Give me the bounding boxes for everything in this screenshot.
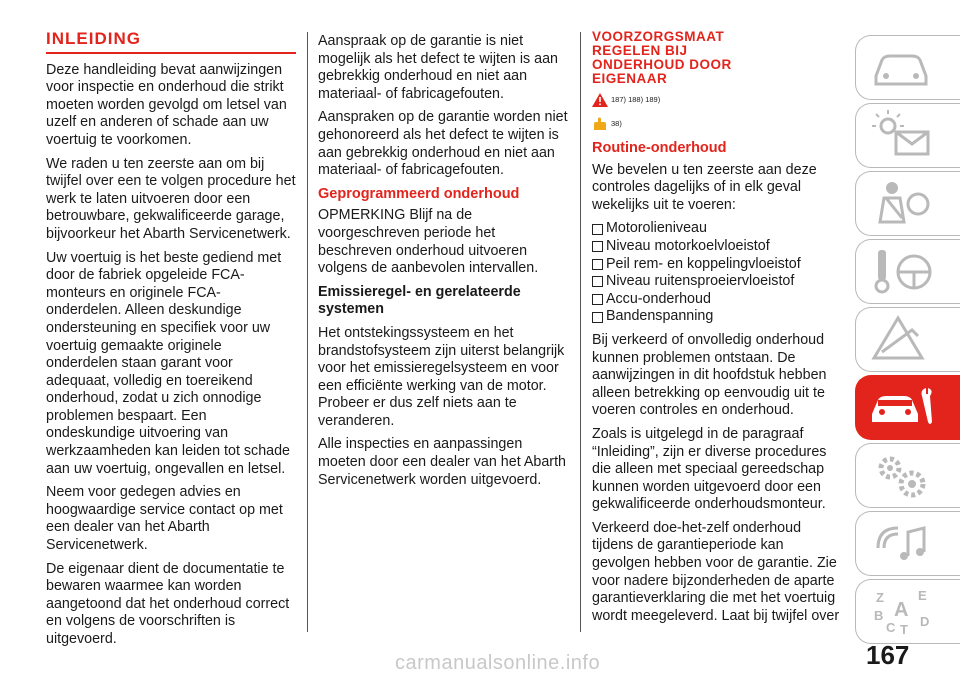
paragraph-note: OPMERKING Blijf na de voorgeschreven periode het beschreven onderhoud uitvoeren volgens de aanbevolen intervallen. <box>318 207 539 277</box>
tab-starting-driving[interactable] <box>855 239 960 304</box>
checkbox-icon <box>592 241 603 252</box>
heading-line: REGELEN BIJ <box>592 43 688 58</box>
checklist-item <box>592 220 844 238</box>
paragraph: Aanspraak op de garantie is niet mogelijk als het defect te wijten is aan gebrekkig onderhoud en niet aan materiaal- of fabricagefouten. <box>318 33 558 102</box>
subheading-scheduled-maintenance: Geprogrammeerd onderhoud <box>318 185 520 202</box>
checklist-item <box>592 238 844 256</box>
paragraph: Neem voor gedegen advies en hoogwaardige service contact op met een dealer van het Abarth Servicenetwerk. <box>46 484 283 554</box>
checkbox-icon <box>592 294 603 305</box>
attention-hand-icon <box>592 117 608 131</box>
section-heading-precautions <box>592 30 844 86</box>
key-steering-wheel-icon <box>868 246 938 296</box>
tab-emergency[interactable] <box>855 307 960 372</box>
paragraph: Zoals is uitgelegd in de paragraaf “Inleiding”, zijn er diverse procedures die alleen met speciaal gereedschap kunnen worden uitgevoerd door een gekwalificeerde onderhoudsmonteur. <box>592 425 827 513</box>
checklist-item-label: Peil rem- en koppelingvloeistof <box>606 255 801 272</box>
emergency-triangle-icon <box>868 314 938 364</box>
tab-safety[interactable] <box>855 171 960 236</box>
index-letter: T <box>900 622 908 636</box>
index-letter: A <box>894 599 909 621</box>
index-letter: C <box>886 620 896 635</box>
tab-maintenance[interactable] <box>855 375 960 440</box>
chapter-tabs <box>855 35 960 647</box>
car-dashboard-icon <box>868 42 938 92</box>
heading-line: EIGENAAR <box>592 71 668 86</box>
subheading-emission-systems: Emissieregel- en gerelateerde systemen <box>318 283 521 318</box>
index-letter: B <box>874 608 884 623</box>
watermark: carmanualsonline.info <box>395 652 601 674</box>
column-warranty <box>318 33 570 495</box>
paragraph: Deze handleiding bevat aanwijzingen voor inspectie en onderhoud die strikt moeten worden gevolgd om letsel van uzelf en anderen of schade aan uw voertuig te voorkomen. <box>46 61 287 148</box>
tab-multimedia[interactable] <box>855 511 960 576</box>
checklist-item-label: Niveau motorkoelvloeistof <box>606 237 770 254</box>
checkbox-icon <box>592 224 603 235</box>
column-divider <box>307 32 308 632</box>
index-letter: E <box>918 588 927 603</box>
warning-references <box>592 92 844 108</box>
technical-data-gears-icon <box>868 450 938 500</box>
paragraph: Het ontstekingssysteem en het brandstofsysteem zijn uiterst belangrijk voor het emissieregelsysteem en voor een efficiënte werking van de motor. Probeer er dus zelf niets aan te veranderen. <box>318 324 565 429</box>
checklist-item <box>592 291 844 309</box>
tab-technical-data[interactable] <box>855 443 960 508</box>
checklist <box>592 220 844 326</box>
heading-line: VOORZORGSMAAT <box>592 29 725 44</box>
warning-lights-icon <box>868 110 938 160</box>
checklist-item-label: Bandenspanning <box>606 308 714 325</box>
checklist-item <box>592 256 844 274</box>
checklist-item-label: Niveau ruitensproeiervloeistof <box>606 273 795 290</box>
paragraph: De eigenaar dient de documentatie te bewaren waarmee kan worden aangetoond dat het onderhoud correct en volgens de voorschriften is uitgevoerd. <box>46 560 290 647</box>
paragraph: We bevelen u ten zeerste aan deze controles dagelijks of in elk geval wekelijks uit te voeren: <box>592 161 817 213</box>
section-heading-inleiding: INLEIDING <box>46 29 141 48</box>
index-letter: Z <box>876 590 884 605</box>
subheading-routine-maintenance: Routine-onderhoud <box>592 140 727 156</box>
paragraph: Bij verkeerd of onvolledig onderhoud kunnen problemen ontstaan. De aanwijzingen in dit hoofdstuk hebben alleen betrekking op eenvoudig uit te voeren controles en onderhoud. <box>592 331 827 419</box>
paragraph: Uw voertuig is het beste gediend met door de fabriek opgeleide FCA-monteurs en originele FCA-onderdelen. Alleen deskundige ondersteuning en specifiek voor uw voertuig gemaakte originele onderdelen staan garant voor adequaat, volledig en toereikend onderhoud, zodat u zich onnodige problemen bespaart. Een ondeskundige uitvoering van werkzaamheden kan leiden tot schade aan uw voertuig, ongevallen en letsel. <box>46 249 290 477</box>
paragraph: Verkeerd doe-het-zelf onderhoud tijdens de garantieperiode kan gevolgen hebben voor de garantie. Zie voor nadere bijzonderheden de aparte garantieverklaring die met het voertuig wordt meegeleverd. Laat bij twijfel over <box>592 519 840 624</box>
alphabetical-index-icon <box>868 586 938 636</box>
warning-triangle-icon <box>592 93 608 107</box>
paragraph: Aanspraken op de garantie worden niet gehonoreerd als het defect te wijten is aan gebrekkig onderhoud en niet aan materiaal- of fabricagefouten. <box>318 109 568 179</box>
column-introduction <box>46 30 296 655</box>
checklist-item <box>592 273 844 291</box>
column-owner-maintenance <box>592 30 844 631</box>
warning-refs-text: 187) 188) 189) <box>611 95 661 105</box>
checkbox-icon <box>592 259 603 270</box>
checklist-item-label: Motorolieniveau <box>606 220 707 237</box>
index-letter: D <box>920 614 930 629</box>
paragraph: Alle inspecties en aanpassingen moeten door een dealer van het Abarth Servicenetwerk worden uitgevoerd. <box>318 436 566 488</box>
checkbox-icon <box>592 276 603 287</box>
seatbelt-airbag-icon <box>868 178 938 228</box>
heading-rule <box>46 52 296 54</box>
tab-index[interactable] <box>855 579 960 644</box>
checklist-item-label: Accu-onderhoud <box>606 290 711 307</box>
attention-refs-text: 38) <box>611 119 622 129</box>
checklist-item <box>592 308 844 326</box>
paragraph: We raden u ten zeerste aan om bij twijfel over een te volgen procedure het werk te laten uitvoeren door een betrouwbare, gekwalificeerde garage, bijvoorkeur het Abarth Servicenetwerk. <box>46 155 296 242</box>
attention-references <box>592 116 844 132</box>
page-number: 167 <box>866 640 910 670</box>
tab-warning-lights[interactable] <box>855 103 960 168</box>
heading-line: ONDERHOUD DOOR <box>592 57 732 72</box>
checkbox-icon <box>592 312 603 323</box>
car-maintenance-wrench-icon <box>868 382 938 432</box>
tab-dashboard[interactable] <box>855 35 960 100</box>
column-divider <box>580 32 581 632</box>
multimedia-icon <box>868 518 938 568</box>
